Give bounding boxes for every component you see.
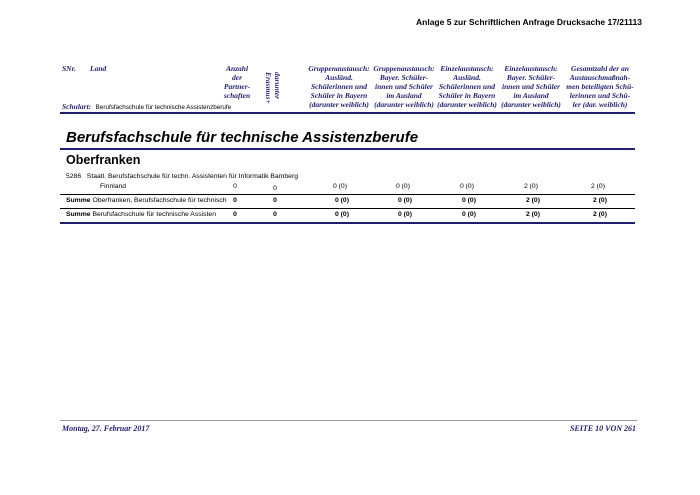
row-label-text: Oberfranken, Berufsfachschule für technisch bbox=[92, 197, 227, 204]
cell-group-in: 0 (0) bbox=[335, 197, 349, 204]
header-line: men beteiligten Schü- bbox=[566, 82, 634, 91]
header-line: innen und Schüler bbox=[502, 82, 560, 91]
cell-partner: 0 bbox=[233, 183, 237, 190]
header-partner-line: Partner- bbox=[223, 82, 251, 91]
header-line: (darunter weiblich) bbox=[309, 100, 369, 109]
footer-page: SEITE 10 VON 261 bbox=[569, 424, 636, 433]
header-line: Bayer. Schüler- bbox=[506, 73, 556, 82]
cell-total: 2 (0) bbox=[593, 197, 607, 204]
header-partner-line: schaften bbox=[223, 91, 251, 100]
annex-reference: Anlage 5 zur Schriftlichen Anfrage Drucksache 17/21113 bbox=[416, 17, 642, 27]
row-label-text: Berufsfachschule für technische Assisten bbox=[92, 211, 216, 218]
header-group-in-col bbox=[307, 64, 371, 109]
header-total-col bbox=[563, 64, 637, 109]
header-line: Einzelaustausch: bbox=[504, 64, 558, 73]
cell-total: 2 (0) bbox=[591, 183, 605, 190]
header-line: (darunter weiblich) bbox=[374, 100, 434, 109]
cell-group-out: 0 (0) bbox=[396, 183, 410, 190]
footer-date: Montag, 27. Februar 2017 bbox=[62, 424, 150, 433]
header-erasmus-line: darunter bbox=[273, 72, 282, 100]
header-land: Land bbox=[90, 64, 107, 73]
header-line: lerinnen und Schü- bbox=[569, 91, 631, 100]
row-label-bold: Summe bbox=[66, 211, 91, 218]
header-line: innen und Schüler bbox=[375, 82, 433, 91]
cell-partner: 0 bbox=[233, 197, 237, 204]
header-line: Gruppenaustausch: bbox=[308, 64, 370, 73]
cell-group-in: 0 (0) bbox=[333, 183, 347, 190]
header-line: Schüler in Bayern bbox=[310, 91, 368, 100]
header-rule bbox=[60, 112, 635, 114]
row-divider bbox=[60, 194, 635, 195]
cell-erasmus: 0 bbox=[273, 185, 277, 192]
footer-rule bbox=[60, 420, 637, 421]
header-erasmus-col bbox=[264, 72, 282, 104]
header-line: Schülerinnen und bbox=[310, 82, 368, 91]
header-line: Schülerinnen und bbox=[438, 82, 496, 91]
cell-group-out: 0 (0) bbox=[398, 197, 412, 204]
cell-erasmus: 0 bbox=[273, 211, 277, 218]
cell-partner: 0 bbox=[233, 211, 237, 218]
header-line: Austauschmaßnah- bbox=[569, 73, 631, 82]
header-line: ler (dar. weiblich) bbox=[572, 100, 628, 109]
header-schulart-label: Schulart: bbox=[62, 102, 92, 111]
region-title: Oberfranken bbox=[66, 153, 141, 167]
section-rule bbox=[60, 148, 635, 150]
school-line bbox=[66, 173, 298, 180]
school-name: Staatl. Berufsfachschule für techn. Assistenten für Informatik Bamberg bbox=[86, 173, 298, 180]
header-line: Gesamtzahl der an bbox=[571, 64, 629, 73]
header-partner-col bbox=[218, 64, 256, 100]
header-line: Ausländ. bbox=[325, 73, 353, 82]
row-label: Finnland bbox=[100, 183, 127, 190]
header-line: (darunter weiblich) bbox=[501, 100, 561, 109]
cell-erasmus: 0 bbox=[273, 197, 277, 204]
header-snr: SNr. bbox=[62, 64, 76, 73]
cell-total: 2 (0) bbox=[593, 211, 607, 218]
header-schulart-value: Berufsfachschule für technische Assistenzberufe bbox=[95, 104, 232, 111]
header-line: Bayer. Schüler- bbox=[379, 73, 429, 82]
header-group-out-col bbox=[372, 64, 436, 109]
cell-group-in: 0 (0) bbox=[335, 211, 349, 218]
header-line: (darunter weiblich) bbox=[437, 100, 497, 109]
header-line: Einzelaustausch: bbox=[440, 64, 494, 73]
cell-single-in: 0 (0) bbox=[460, 183, 474, 190]
section-title: Berufsfachschule für technische Assistenzberufe bbox=[66, 129, 419, 146]
row-divider bbox=[60, 208, 635, 209]
table-end-rule bbox=[60, 222, 635, 224]
cell-group-out: 0 (0) bbox=[398, 211, 412, 218]
header-single-in-col bbox=[435, 64, 499, 109]
row-label bbox=[66, 197, 227, 204]
cell-single-in: 0 (0) bbox=[462, 197, 476, 204]
cell-single-in: 0 (0) bbox=[462, 211, 476, 218]
school-number: 5286 bbox=[66, 173, 82, 180]
header-partner-line: Anzahl bbox=[225, 64, 249, 73]
header-line: Gruppenaustausch: bbox=[373, 64, 435, 73]
row-label-bold: Summe bbox=[66, 197, 91, 204]
header-single-out-col bbox=[499, 64, 563, 109]
header-line: Ausländ. bbox=[453, 73, 481, 82]
header-partner-line: der bbox=[232, 73, 242, 82]
header-line: im Ausland bbox=[513, 91, 549, 100]
row-label bbox=[66, 211, 216, 218]
header-erasmus-line: Erasmus+ bbox=[264, 72, 273, 104]
cell-single-out: 2 (0) bbox=[526, 211, 540, 218]
header-line: im Ausland bbox=[386, 91, 422, 100]
cell-single-out: 2 (0) bbox=[524, 183, 538, 190]
cell-single-out: 2 (0) bbox=[526, 197, 540, 204]
header-line: Schüler in Bayern bbox=[438, 91, 496, 100]
